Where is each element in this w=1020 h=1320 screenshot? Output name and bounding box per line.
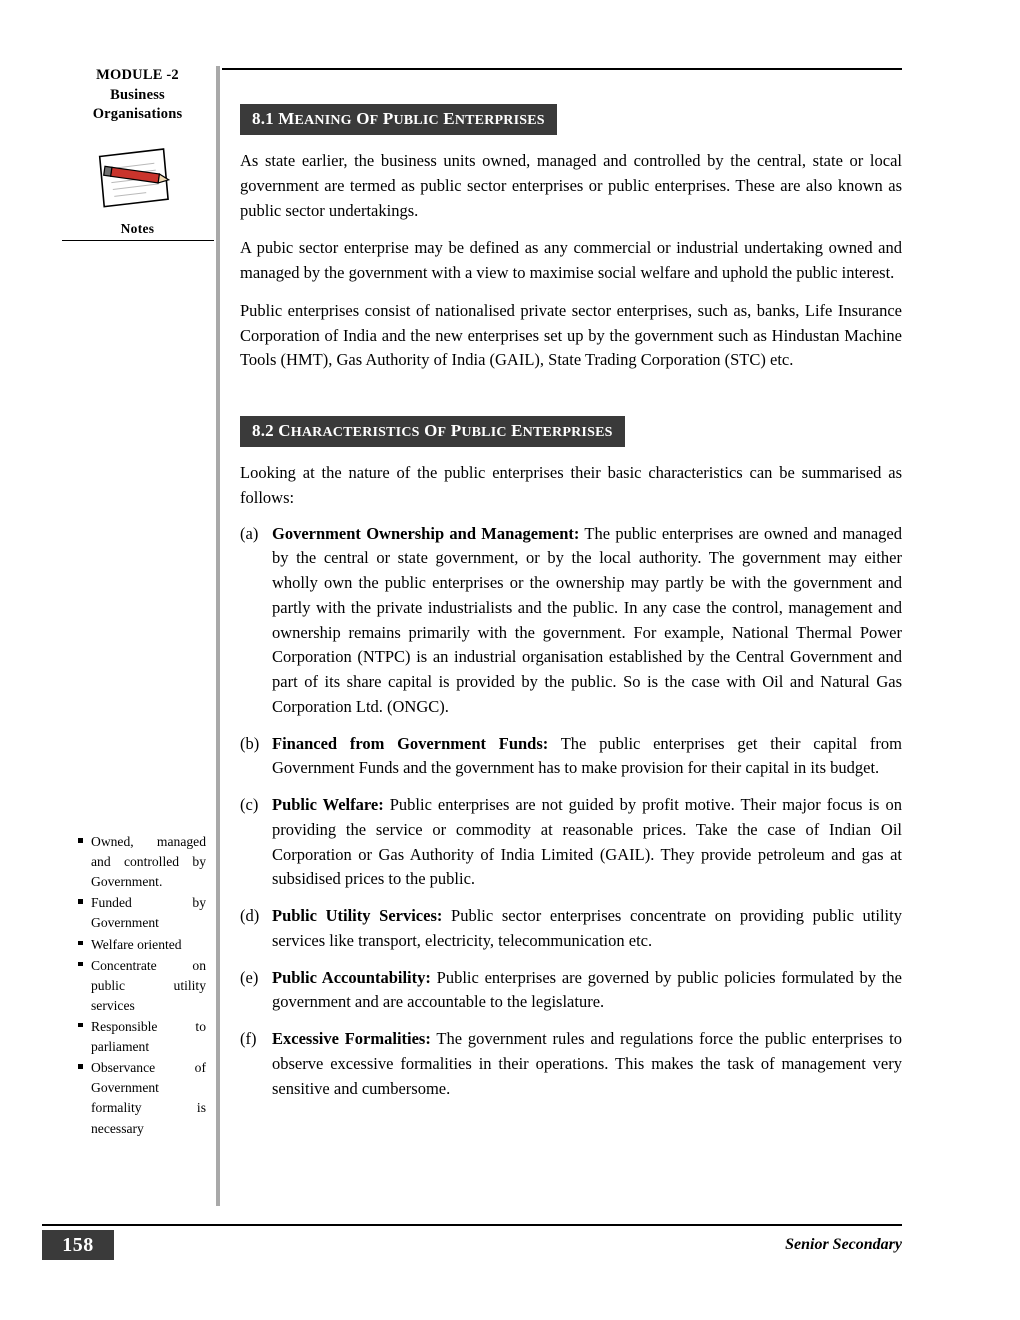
header-rule	[222, 68, 902, 70]
list-item-term: Government Ownership and Management:	[272, 523, 580, 543]
list-item-body: Public sector enterprises concentrate on providing public utility services like transport, electricity, telecommunication etc.	[272, 906, 902, 950]
paragraph: As state earlier, the business units owned, managed and controlled by the central, state or local government are termed as public sector enterprises or public enterprises. These are also known as public sector undertakings.	[240, 151, 902, 220]
list-item-text	[272, 793, 902, 892]
notepad-pencil-icon	[91, 139, 185, 217]
list-item: Owned, managed and controlled by Government.	[78, 832, 206, 892]
list-item: Funded by Government	[78, 893, 206, 933]
notes-label: Notes	[120, 220, 155, 236]
list-item-term: Public Utility Services:	[272, 906, 443, 925]
paragraph: A pubic sector enterprise may be defined as any commercial or industrial undertaking owned and managed by the government with a view to maximise social welfare and uphold the public interest.	[240, 238, 902, 282]
list-item-text	[272, 522, 902, 720]
list-item	[240, 1027, 902, 1101]
paragraph: Looking at the nature of the public enterprises their basic characteristics can be summarised as follows:	[240, 463, 902, 507]
module-heading	[60, 66, 215, 125]
main-content	[240, 104, 902, 1113]
list-marker: (c)	[240, 795, 259, 814]
list-item-text	[272, 904, 902, 954]
list-item	[240, 522, 902, 720]
list-item-body: The government rules and regulations force the public enterprises to observe excessive formalities in their operations. This makes the task of management very sensitive and cumbersome.	[272, 1029, 902, 1098]
list-item-body: The public enterprises are owned and managed by the central or state government, or by the local authority. The government may either wholly own the public enterprises or the ownership may partly be with the government and partly with the private industrialists and the public. In any case the control, management and ownership remains primarily with the government. For example, National Thermal Power Corporation (NTPC) is an industrial organisation established by the Central Government and part of its share capital is provided by the public. So is the case with Oil and Natural Gas Corporation Ltd. (ONGC).	[272, 523, 902, 716]
sidebar-key-points	[78, 832, 206, 1140]
list-item	[240, 904, 902, 954]
footer-book-label: Senior Secondary	[785, 1236, 902, 1253]
module-line-2: Business	[110, 86, 165, 103]
list-item-term: Public Accountability:	[272, 967, 431, 987]
list-item	[240, 966, 902, 1016]
notes-underline	[62, 240, 214, 242]
module-line-1: MODULE -2	[96, 67, 179, 83]
list-item-text	[272, 732, 902, 782]
list-item-text	[272, 1027, 902, 1101]
list-item-body: Public enterprises are governed by public policies formulated by the government and are accountable to the legislature.	[272, 967, 902, 1012]
list-item	[240, 732, 902, 782]
list-item-term: Excessive Formalities:	[272, 1029, 431, 1048]
list-marker: (e)	[240, 967, 259, 987]
characteristics-list	[240, 522, 902, 1102]
list-item: Concentrate on public utility services	[78, 956, 206, 1016]
section-heading-8-2: 8.2 CHARACTERISTICS OF PUBLIC ENTERPRISES	[240, 416, 625, 447]
footer-rule	[42, 1224, 902, 1226]
list-item-term: Financed from Government Funds:	[272, 733, 549, 753]
sidebar-module-block	[60, 66, 215, 241]
section-heading-8-1: 8.1 MEANING OF PUBLIC ENTERPRISES	[240, 104, 557, 135]
list-item: Responsible to parliament	[78, 1017, 206, 1057]
paragraph: Public enterprises consist of nationalised private sector enterprises, such as, banks, Life Insurance Corporation of India and the new enterprises set up by the government such as Hindustan Machine Tools (HMT), Gas Authority of India (GAIL), State Trading Corporation (STC) etc.	[240, 300, 902, 370]
list-marker: (f)	[240, 1029, 257, 1048]
vertical-divider	[216, 66, 220, 1206]
page-number: 158	[42, 1230, 114, 1260]
list-item: Observance of Government formality is necessary	[78, 1058, 206, 1138]
list-marker: (b)	[240, 733, 260, 753]
list-marker: (a)	[240, 523, 259, 543]
list-item: Welfare oriented	[78, 935, 206, 955]
list-item	[240, 793, 902, 892]
list-item-term: Public Welfare:	[272, 795, 384, 814]
module-line-3: Organisations	[92, 106, 183, 123]
list-item-body: Public enterprises are not guided by profit motive. Their major focus is on providing the service or commodity at reasonable prices. Take the case of Indian Oil Corporation or Gas Authority of India Limited (GAIL). They provide petroleum and gas at subsidised prices to the public.	[272, 795, 902, 889]
list-item-text	[272, 966, 902, 1016]
list-marker: (d)	[240, 906, 260, 925]
list-item-body: The public enterprises get their capital from Government Funds and the government has to make provision for their capital in its budget.	[272, 733, 902, 778]
sidebar-bullet-list	[78, 832, 206, 1139]
